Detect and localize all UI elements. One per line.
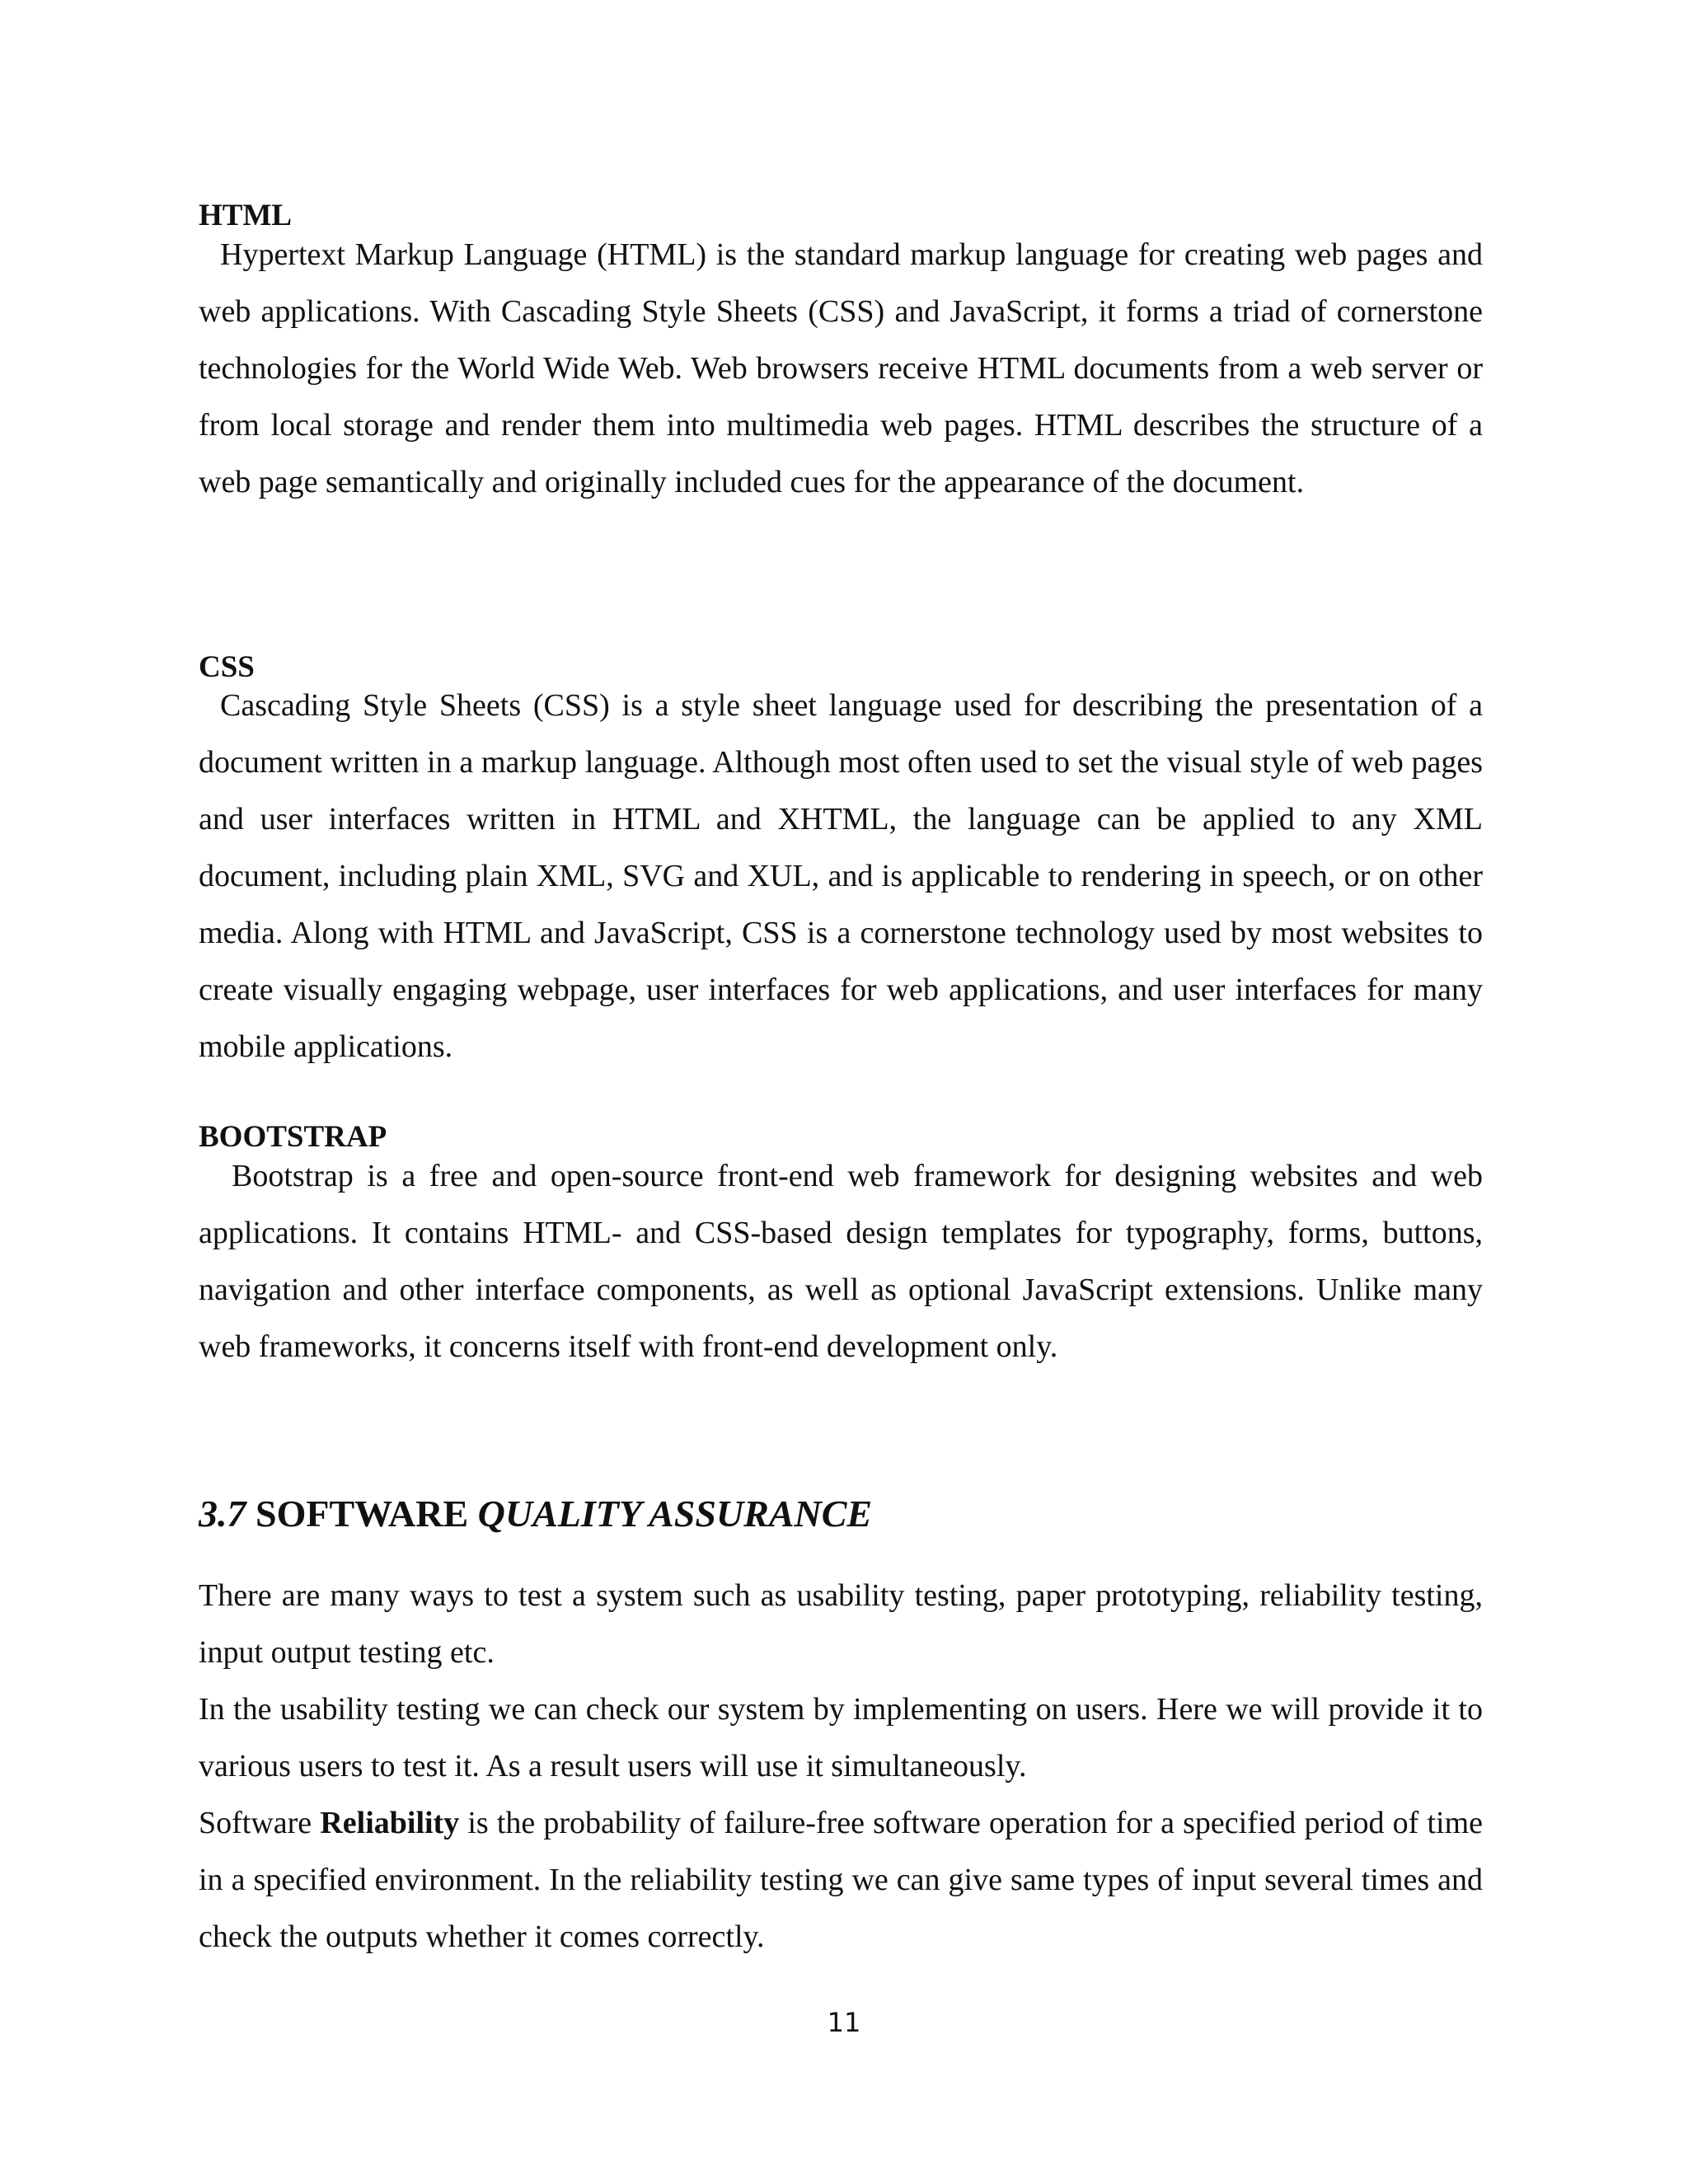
qa-paragraph-3 (199, 1795, 1483, 1966)
css-heading: CSS (199, 650, 255, 684)
css-paragraph: Cascading Style Sheets (CSS) is a style sheet language used for describing the presentation of a document written in a markup language. Although most often used to set the visual style of web pages and user interfaces written in HTML and XHTML, the language can be applied to any XML document, including plain XML, SVG and XUL, and is applicable to rendering in speech, or on other media. Along with HTML and JavaScript, CSS is a cornerstone technology used by most websites to create visually engaging webpage, user interfaces for web applications, and user interfaces for many mobile applications. (199, 688, 1483, 1064)
html-paragraph: Hypertext Markup Language (HTML) is the standard markup language for creating web pages and web applications. With Cascading Style Sheets (CSS) and JavaScript, it forms a triad of cornerstone technologies for the World Wide Web. Web browsers receive HTML documents from a web server or from local storage and render them into multimedia web pages. HTML describes the structure of a web page semantically and originally included cues for the appearance of the document. (199, 237, 1483, 499)
qa-paragraph-3-prefix: Software (199, 1806, 312, 1840)
page-number: 11 (827, 2007, 861, 2038)
chapter-title-upright: SOFTWARE (256, 1493, 469, 1535)
qa-paragraph-1: There are many ways to test a system such as usability testing, paper prototyping, reliability testing, input output testing etc. (199, 1578, 1483, 1670)
chapter-title-italic: QUALITY ASSURANCE (477, 1493, 873, 1535)
bootstrap-heading: BOOTSTRAP (199, 1120, 387, 1154)
bootstrap-paragraph: Bootstrap is a free and open-source front-end web framework for designing websites and web applications. It contains HTML- and CSS-based design templates for typography, forms, buttons, navigation and other interface components, as well as optional JavaScript extensions. Unlike many web frameworks, it concerns itself with front-end development only. (199, 1159, 1483, 1364)
qa-paragraph-2: In the usability testing we can check our system by implementing on users. Here we will provide it to various users to test it. As a result users will use it simultaneously. (199, 1692, 1483, 1783)
html-heading: HTML (199, 199, 293, 232)
chapter-number: 3.7 (199, 1493, 246, 1535)
chapter-heading (199, 1492, 872, 1536)
reliability-term: Reliability (320, 1806, 460, 1840)
qa-paragraph-3-rest: is the probability of failure-free software operation for a specified period of time in a specified environment. In the reliability testing we can give same types of input several times and check the outputs whether it comes correctly. (199, 1806, 1483, 1954)
